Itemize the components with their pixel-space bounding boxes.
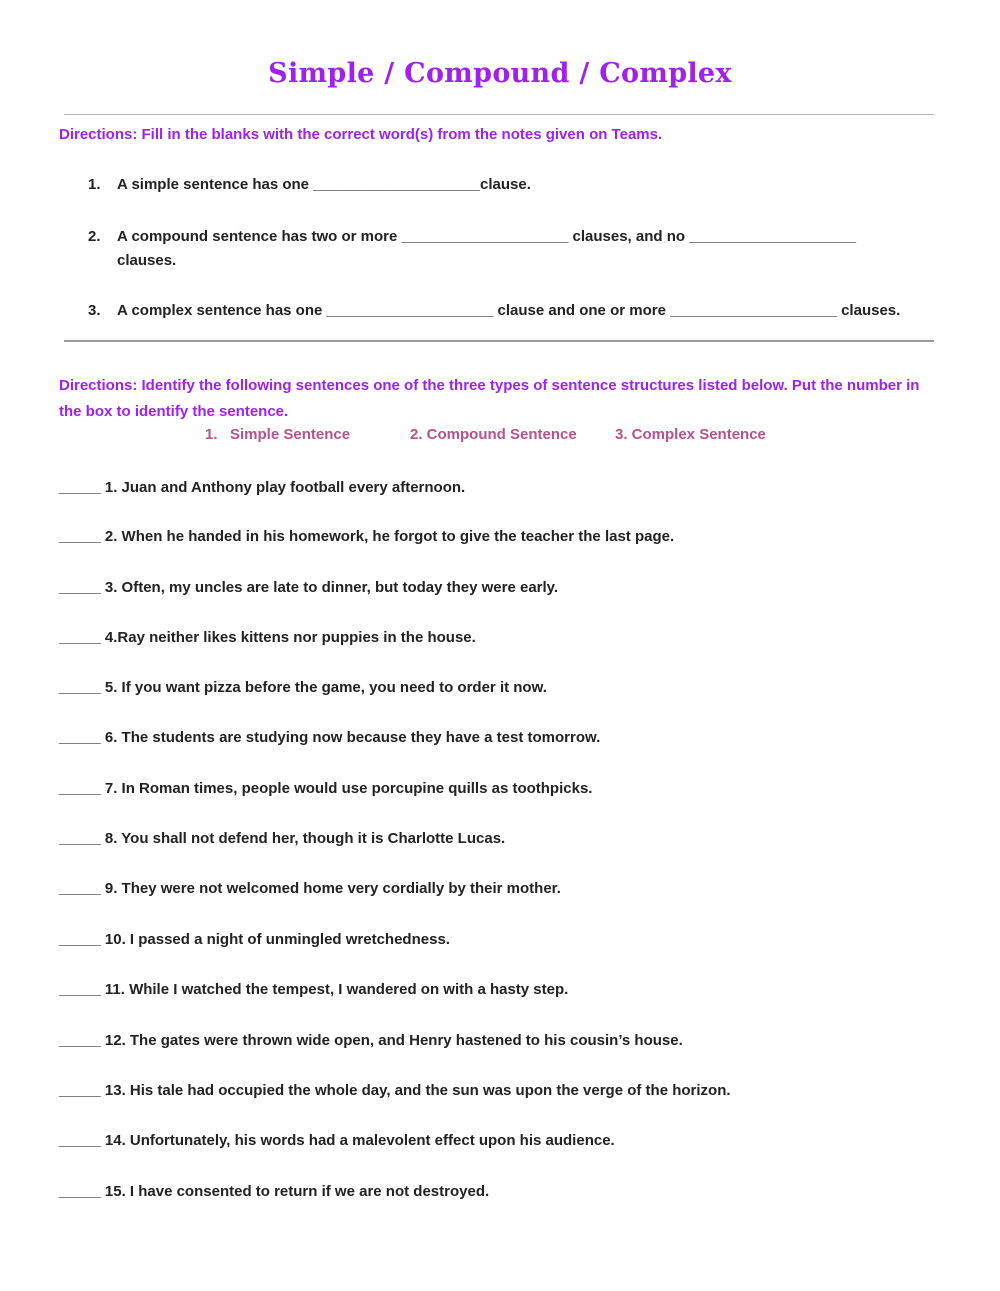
- type-complex: 3. Complex Sentence: [615, 426, 766, 443]
- identify-directions: Directions: Identify the following sentences one of the three types of sentence structures listed below. Put the number in the box to identify the sentence.: [59, 377, 920, 420]
- title-divider: [64, 114, 934, 115]
- type-simple: 1. Simple Sentence: [205, 426, 351, 443]
- fill-in-item-number: 1.: [88, 176, 101, 193]
- fill-in-item-text: A complex sentence has one ____________________ clause and one or more ____________________ clauses.: [117, 302, 901, 319]
- question-3: _____ 3. Often, my uncles are late to dinner, but today they were early.: [59, 579, 559, 596]
- type-compound: 2. Compound Sentence: [410, 426, 577, 443]
- question-7: _____ 7. In Roman times, people would use porcupine quills as toothpicks.: [59, 780, 593, 797]
- page-title: Simple / Compound / Complex: [268, 58, 732, 89]
- sentence-type-list: [0, 426, 1000, 448]
- fill-in-item-number: 2.: [88, 228, 101, 245]
- fill-in-item-number: 3.: [88, 302, 101, 319]
- question-14: _____ 14. Unfortunately, his words had a malevolent effect upon his audience.: [59, 1132, 615, 1149]
- fill-in-directions: Directions: Fill in the blanks with the correct word(s) from the notes given on Teams.: [59, 126, 663, 143]
- fill-in-item-text: A simple sentence has one ____________________clause.: [117, 176, 531, 193]
- question-13: _____ 13. His tale had occupied the whole day, and the sun was upon the verge of the horizon.: [59, 1082, 731, 1099]
- fill-in-item-2: [88, 225, 898, 273]
- question-5: _____ 5. If you want pizza before the game, you need to order it now.: [59, 679, 547, 696]
- section-divider: [64, 340, 934, 342]
- question-10: _____ 10. I passed a night of unmingled wretchedness.: [59, 931, 450, 948]
- fill-in-item-1: [88, 173, 948, 197]
- question-8: _____ 8. You shall not defend her, though it is Charlotte Lucas.: [59, 830, 506, 847]
- question-11: _____ 11. While I watched the tempest, I wandered on with a hasty step.: [59, 981, 569, 998]
- question-15: _____ 15. I have consented to return if we are not destroyed.: [59, 1183, 490, 1200]
- question-1: _____ 1. Juan and Anthony play football every afternoon.: [59, 479, 466, 496]
- question-4: _____ 4.Ray neither likes kittens nor puppies in the house.: [59, 629, 476, 646]
- question-12: _____ 12. The gates were thrown wide open, and Henry hastened to his cousin’s house.: [59, 1032, 683, 1049]
- fill-in-item-text: A compound sentence has two or more ____________________ clauses, and no ____________________ clauses.: [117, 228, 857, 269]
- question-6: _____ 6. The students are studying now because they have a test tomorrow.: [59, 729, 601, 746]
- question-2: _____ 2. When he handed in his homework, he forgot to give the teacher the last page.: [59, 528, 675, 545]
- question-9: _____ 9. They were not welcomed home very cordially by their mother.: [59, 880, 561, 897]
- fill-in-item-3: [88, 299, 958, 323]
